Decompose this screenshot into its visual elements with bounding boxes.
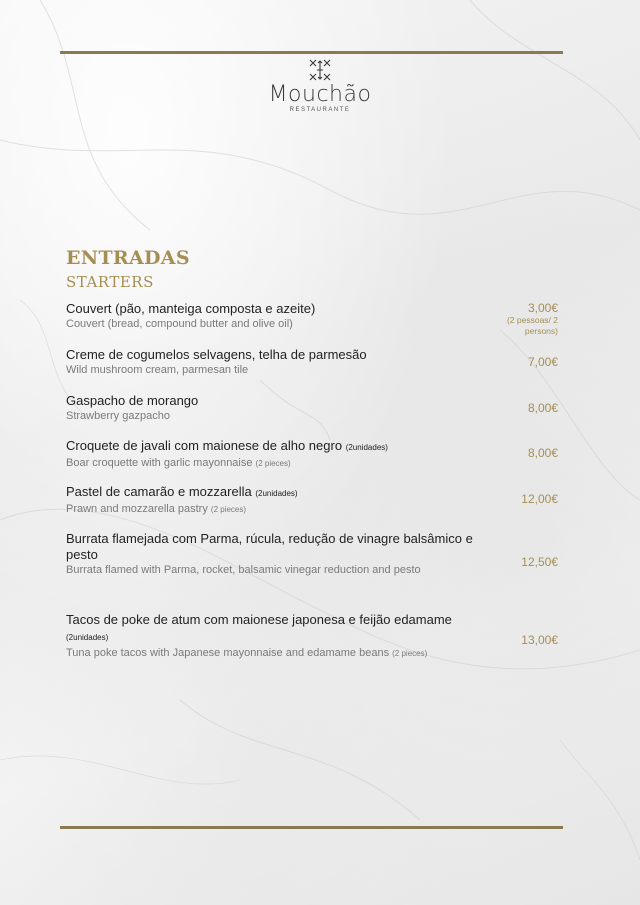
item-name-pt: Couvert (pão, manteiga composta e azeite) (66, 301, 316, 316)
brand-subtitle: RESTAURANTE (289, 107, 351, 113)
menu-item (66, 393, 558, 424)
item-price: 8,00€ (527, 446, 558, 460)
item-price: 7,00€ (527, 355, 558, 369)
top-rule (60, 51, 563, 54)
logo-emblem-icon (308, 58, 332, 82)
item-name-pt: Tacos de poke de atum com maionese japonesa e feijão edamame (2unidades) (66, 612, 452, 642)
item-name-pt: Gaspacho de morango (66, 393, 199, 408)
item-name-en: Boar croquette with garlic mayonnaise (2 pieces) (66, 457, 291, 469)
item-price: 8,00€ (527, 401, 558, 415)
item-name-en: Tuna poke tacos with Japanese mayonnaise and edamame beans (2 pieces) (66, 647, 428, 659)
item-name-pt: Croquete de javali com maionese de alho negro (2unidades) (66, 438, 388, 453)
menu-item (66, 612, 558, 661)
item-name-pt: Pastel de camarão e mozzarella (2unidades) (66, 484, 298, 499)
item-name-pt: Creme de cogumelos selvagens, telha de parmesão (66, 347, 367, 362)
menu-item (66, 438, 558, 471)
item-name-en: Wild mushroom cream, parmesan tile (66, 364, 249, 376)
item-name-en-note: (2 pieces) (255, 459, 291, 468)
item-name-en-note: (2 pieces) (392, 649, 428, 658)
item-name-pt-note: (2unidades) (66, 633, 109, 642)
menu-item (66, 347, 558, 378)
menu-item (66, 531, 558, 578)
item-name-en: Strawberry gazpacho (66, 410, 170, 422)
bottom-rule (60, 826, 563, 829)
item-name-en: Burrata flamed with Parma, rocket, balsamic vinegar reduction and pesto (66, 564, 421, 576)
brand-name: Mouchão (268, 82, 372, 107)
restaurant-logo (250, 58, 390, 113)
menu-item (66, 484, 558, 517)
item-price: 13,00€ (521, 633, 558, 647)
section-title-en: STARTERS (66, 273, 154, 291)
section-title-pt: ENTRADAS (66, 247, 190, 269)
item-name-pt-note: (2unidades) (345, 443, 388, 452)
item-price: 12,50€ (521, 555, 558, 569)
item-name-pt: Burrata flamejada com Parma, rúcula, redução de vinagre balsâmico e pesto (66, 531, 473, 562)
item-name-en: Prawn and mozzarella pastry (2 pieces) (66, 503, 247, 515)
item-name-en: Couvert (bread, compound butter and olive oil) (66, 318, 293, 330)
item-price: 3,00€ (2 pessoas/ 2 persons) (504, 301, 558, 337)
item-price: 12,00€ (521, 492, 558, 506)
item-name-en-note: (2 pieces) (210, 505, 247, 514)
item-name-pt-note: (2unidades) (255, 489, 298, 498)
item-price-note: (2 pessoas/ 2 persons) (506, 315, 558, 336)
menu-item (66, 301, 558, 336)
